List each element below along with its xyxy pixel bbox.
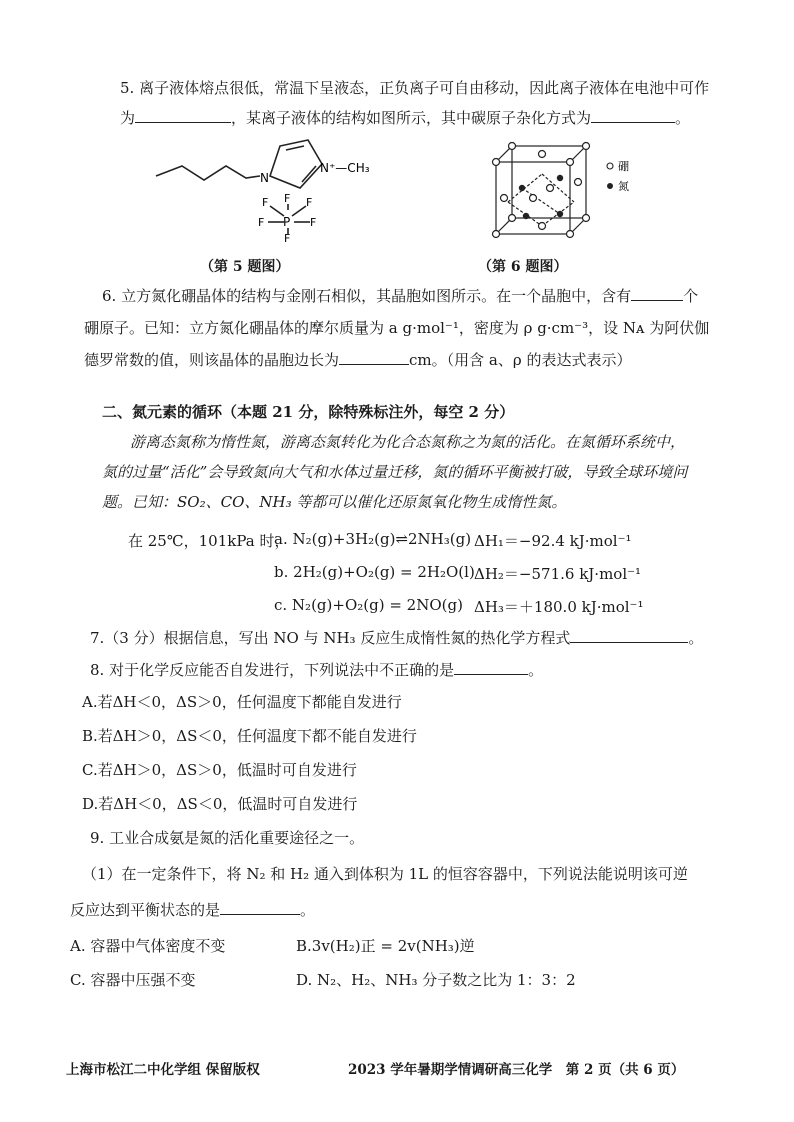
- q5-blank-1[interactable]: [135, 108, 231, 123]
- q7-text: 7.（3 分）根据信息，写出 NO 与 NH₃ 反应生成惰性氮的热化学方程式: [90, 629, 571, 647]
- section2-paragraph-line1: 游离态氮称为惰性氮，游离态氮转化为化合态氮称之为氮的活化。在氮循环系统中，: [130, 433, 686, 451]
- q6-line1-end: 个: [683, 287, 699, 305]
- footer-right: 2023 学年暑期学情调研高三化学 第 2 页（共 6 页）: [348, 1062, 685, 1078]
- pf6-f-label: F: [258, 216, 265, 229]
- pf6-f-label: F: [310, 216, 317, 229]
- section2-paragraph-line3: 题。已知：SO₂、CO、NH₃ 等都可以催化还原氮氧化物生成惰性氮。: [102, 493, 567, 511]
- section2-title: 二、氮元素的循环（本题 21 分，除特殊标注外，每空 2 分）: [102, 403, 515, 421]
- q6-blank-1[interactable]: [631, 286, 683, 301]
- q5-line2-prefix: 为: [120, 109, 136, 127]
- q8-blank[interactable]: [454, 660, 528, 675]
- q5-line2-middle: ，某离子液体的结构如图所示，其中碳原子杂化方式为: [231, 109, 592, 127]
- nitrogen-atoms: [519, 175, 563, 219]
- section2-paragraph-line2: 氮的过量“活化”会导致氮向大气和水体过量迁移，氮的循环平衡被打破，导致全球环境问: [102, 463, 688, 481]
- q8-stem: [90, 660, 543, 680]
- q9-sub1-end: 。: [300, 901, 316, 919]
- q6-figure-caption: （第 6 题图）: [478, 259, 568, 275]
- q8-stem-end: 。: [528, 661, 544, 679]
- q8-stem-text: 8. 对于化学反应能否自发进行，下列说法中不正确的是: [90, 661, 455, 679]
- q6-line3: [84, 350, 631, 370]
- pf6-f-label: F: [284, 232, 291, 242]
- pf6-f-label: F: [284, 192, 291, 205]
- butyl-chain: [156, 166, 260, 180]
- q6-line2: 硼原子。已知：立方氮化硼晶体的摩尔质量为 a g·mol⁻¹，密度为 ρ g·cm⁻³，设 Nᴀ 为阿伏伽: [84, 319, 710, 337]
- q9-sub1-text: 反应达到平衡状态的是: [70, 901, 221, 919]
- equation-b: b. 2H₂(g)+O₂(g) = 2H₂O(l): [274, 563, 475, 581]
- enthalpy-a: ΔH₁＝−92.4 kJ·mol⁻¹: [474, 532, 632, 550]
- q9-option-a[interactable]: A. 容器中气体密度不变: [70, 937, 226, 955]
- q9-blank[interactable]: [220, 900, 300, 915]
- q5-line2-end: 。: [675, 109, 691, 127]
- legend-nitrogen: 氮: [618, 180, 629, 193]
- pf6-f-label: F: [262, 196, 269, 209]
- q5-figure-caption: （第 5 题图）: [200, 259, 290, 275]
- q9-option-c[interactable]: C. 容器中压强不变: [70, 971, 196, 989]
- q9-stem: 9. 工业合成氨是氮的活化重要途径之一。: [90, 829, 365, 847]
- q6-line3-text: 德罗常数的值，则该晶体的晶胞边长为: [84, 351, 340, 369]
- q9-option-d[interactable]: D. N₂、H₂、NH₃ 分子数之比为 1：3：2: [296, 971, 576, 989]
- q9-sub1-line1: （1）在一定条件下，将 N₂ 和 H₂ 通入到体积为 1L 的恒容容器中，下列说法能说明该可逆: [82, 865, 688, 883]
- ring-n1-label: N: [260, 171, 269, 185]
- q5-line2: [120, 108, 690, 128]
- enthalpy-c: ΔH₃＝＋180.0 kJ·mol⁻¹: [474, 598, 644, 616]
- q7-line: [90, 628, 703, 648]
- q8-option-c[interactable]: C.若ΔH＞0，ΔS＞0，低温时可自发进行: [82, 761, 357, 779]
- cation-label: N⁺—CH₃: [320, 161, 370, 175]
- q5-molecule-figure: [150, 130, 380, 242]
- equation-a: a. N₂(g)+3H₂(g)⇌2NH₃(g): [274, 530, 472, 548]
- q7-end: 。: [688, 629, 704, 647]
- q9-option-b[interactable]: B.3v(H₂)正 = 2v(NH₃)逆: [296, 937, 475, 955]
- q5-line1: 5. 离子液体熔点很低，常温下呈液态，正负离子可自由移动，因此离子液体在电池中可作: [120, 79, 710, 97]
- q9-sub1-line2: [70, 900, 315, 920]
- q6-blank-2[interactable]: [339, 350, 409, 365]
- pf6-f-label: F: [306, 196, 313, 209]
- equation-c: c. N₂(g)+O₂(g) = 2NO(g): [274, 596, 463, 614]
- q8-option-b[interactable]: B.若ΔH＞0，ΔS＜0，任何温度下都不能自发进行: [82, 727, 417, 745]
- legend-nitrogen-marker: [607, 183, 613, 189]
- pf6-p-label: P: [283, 215, 291, 229]
- q8-option-d[interactable]: D.若ΔH＜0，ΔS＜0，低温时可自发进行: [82, 795, 358, 813]
- legend-boron-marker: [607, 163, 613, 169]
- legend-boron: 硼: [618, 160, 629, 173]
- q8-option-a[interactable]: A.若ΔH＜0，ΔS＞0，任何温度下都能自发进行: [82, 693, 402, 711]
- enthalpy-b: ΔH₂＝−571.6 kJ·mol⁻¹: [474, 565, 642, 583]
- footer-left: 上海市松江二中化学组 保留版权: [66, 1062, 260, 1078]
- q6-line3-end: cm。（用含 a、ρ 的表达式表示）: [409, 351, 632, 369]
- q6-line1: [102, 286, 698, 306]
- q6-line1-text: 6. 立方氮化硼晶体的结构与金刚石相似，其晶胞如图所示。在一个晶胞中，含有: [102, 287, 632, 305]
- q7-blank[interactable]: [570, 628, 688, 643]
- q5-blank-2[interactable]: [591, 108, 675, 123]
- q6-unit-cell-figure: [488, 138, 668, 242]
- reaction-conditions: 在 25℃，101kPa 时，: [128, 532, 290, 550]
